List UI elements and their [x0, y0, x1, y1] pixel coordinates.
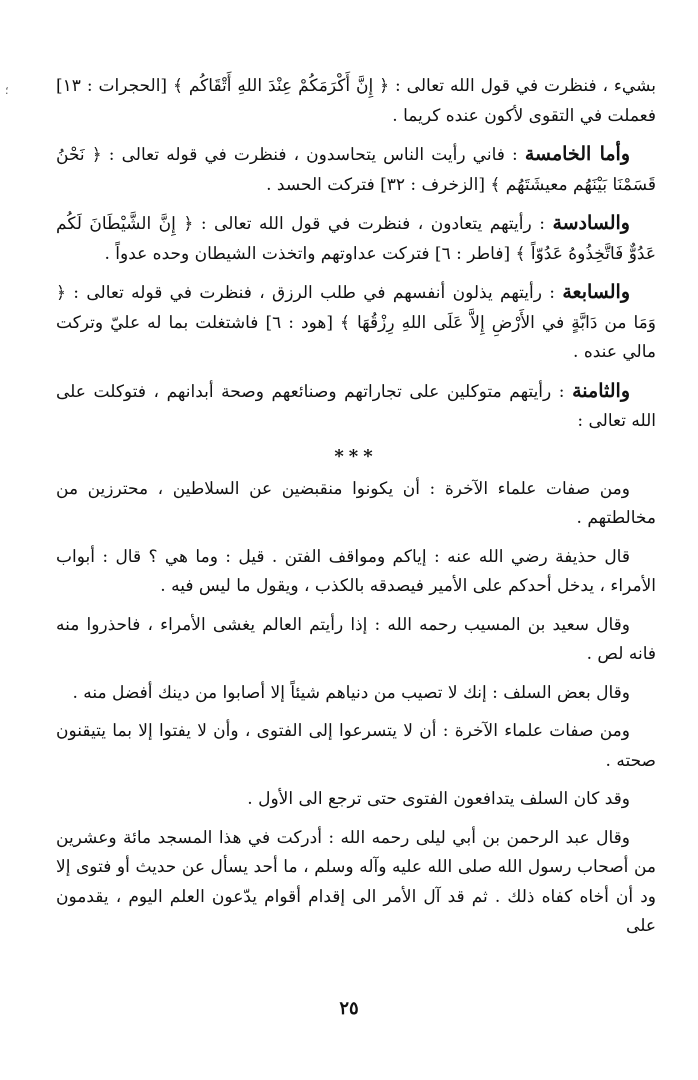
- paragraph-text: : رأيتهم يذلون أنفسهم في طلب الرزق ، فنظرت في قوله تعالى : ﴿ وَمَا من دَابَّةٍ في الأَرْضِ إِلاَّ عَلَى اللهِ رِزْقُهَا ﴾ [هود : ٦] فاشتغلت بما له عليّ وتركت مالي عنده .: [56, 283, 656, 362]
- paragraph-lead: والسابعة: [562, 281, 630, 303]
- paragraph-lead: وأما الخامسة: [524, 143, 630, 165]
- paragraph-eighth: [56, 377, 656, 437]
- paragraph-abdulrahman: وقال عبد الرحمن بن أبي ليلى رحمه الله : أدركت في هذا المسجد مائة وعشرين من أصحاب رسول الله صلى الله عليه وآله وسلم ، ما أحد يسأل عن حديث أو فتوى إلا ود أن أخاه كفاه ذلك . ثم قد آل الأمر الى إقدام أقوام يدّعون العلم اليوم ، يقدمون على: [56, 827, 656, 936]
- paragraph-seventh: [56, 278, 656, 368]
- paragraph-text: بشيء ، فنظرت في قول الله تعالى : ﴿ إِنَّ أَكْرَمَكُمْ عِنْدَ اللهِ أَتْقَاكُم ﴾ [الحجرات : ١٣] فعملت في التقوى لأكون عنده كريما .: [56, 76, 656, 126]
- page-number: ٢٥: [339, 998, 359, 1019]
- paragraph-lead: والثامنة: [572, 379, 630, 402]
- paragraph-sixth: [56, 209, 656, 269]
- paragraph-continuation: [56, 72, 656, 131]
- section-separator: ***: [334, 445, 378, 467]
- paragraph-text: : رأيتهم يتعادون ، فنظرت في قول الله تعالى : ﴿ إِنَّ الشَّيْطَانَ لَكُم عَدُوٌّ فَاتَّخِذُوهُ عَدُوّاً ﴾ [فاطر : ٦] فتركت عداوتهم واتخذت الشيطان وحده عدواً .: [56, 214, 656, 264]
- paragraph-text: : رأيتهم متوكلين على تجاراتهم وصنائعهم وصحة أبدانهم ، فتوكلت على الله تعالى :: [56, 381, 656, 431]
- paragraph-fatwa: ومن صفات علماء الآخرة : أن لا يتسرعوا إلى الفتوى ، وأن لا يفتوا إلا بما يتيقنون صحته .: [56, 721, 656, 771]
- paragraph-text: : فاني رأيت الناس يتحاسدون ، فنظرت في قوله تعالى : ﴿ نَحْنُ قَسَمْنَا بَيْنَهُم معيشَتَهُم ﴾ [الزخرف : ٣٢] فتركت الحسد .: [56, 145, 656, 195]
- paragraph-hudhayfa: قال حذيفة رضي الله عنه : إياكم ومواقف الفتن . قيل : وما هي ؟ قال : أبواب الأمراء ، يدخل أحدكم على الأمير فيصدقه بالكذب ، ويقول ما ليس فيه .: [56, 546, 656, 596]
- paragraph-salaf-fatwa: وقد كان السلف يتدافعون الفتوى حتى ترجع الى الأول .: [247, 789, 630, 809]
- margin-mark: ؛: [5, 84, 9, 97]
- paragraph-lead: والسادسة: [552, 212, 630, 234]
- paragraph-saeed: وقال سعيد بن المسيب رحمه الله : إذا رأيتم العالم يغشى الأمراء ، فاحذروا منه فانه لص .: [56, 614, 656, 664]
- paragraph-salaf: وقال بعض السلف : إنك لا تصيب من دنياهم شيئاً إلا أصابوا من دينك أفضل منه .: [72, 682, 630, 703]
- paragraph-rulers: ومن صفات علماء الآخرة : أن يكونوا منقبضين عن السلاطين ، محترزين من مخالطتهم .: [56, 478, 656, 528]
- page-body: [56, 72, 656, 951]
- paragraph-fifth: [56, 140, 656, 200]
